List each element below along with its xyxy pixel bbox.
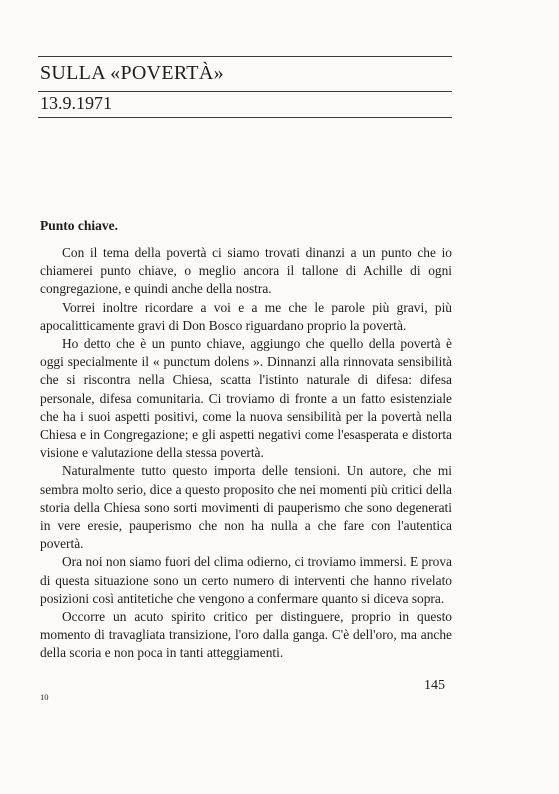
bottom-rule	[38, 117, 452, 118]
chapter-title: SULLA «POVERTÀ»	[40, 62, 224, 84]
paragraph: Vorrei inoltre ricordare a voi e a me che le parole più gravi, più apocalitticamente gravi di Don Bosco riguardano proprio la povertà.	[40, 299, 452, 333]
paragraph: Ho detto che è un punto chiave, aggiungo che quello della povertà è oggi specialmente il « punctum dolens ». Dinnanzi alla rinnovata sensibilità che si riscontra nella Chiesa, scatta l'istinto naturale di difesa: difesa personale, difesa comunitaria. Ci troviamo di fronte a un fatto esistenziale che ha i suoi aspetti positivi, come la nuova sensibilità per la povertà nella Chiesa e in Congregazione; e gli aspetti negativi come l'esasperata e distorta visione e valutazione della stessa povertà.	[40, 336, 452, 461]
signature-mark: 10	[40, 692, 49, 702]
body-text	[40, 244, 452, 663]
paragraph: Naturalmente tutto questo importa delle tensioni. Un autore, che mi sembra molto serio, dice a questo proposito che nei momenti più critici della storia della Chiesa sono sorti movimenti di pauperismo che sono degenerati in vere eresie, pauperismo che non ha nulla a che fare con l'autentica povertà.	[40, 463, 452, 552]
page-number: 145	[424, 678, 445, 693]
paragraph: Occorre un acuto spirito critico per distinguere, proprio in questo momento di travagliata transizione, l'oro dalla ganga. C'è dell'oro, ma anche della scoria e non poca in tanti atteggiamenti.	[40, 609, 452, 661]
middle-rule	[38, 91, 452, 92]
section-heading: Punto chiave.	[40, 218, 119, 233]
chapter-date: 13.9.1971	[40, 93, 112, 113]
top-rule	[38, 56, 452, 57]
paragraph: Ora noi non siamo fuori del clima odierno, ci troviamo immersi. E prova di questa situazione sono un certo numero di interventi che hanno rivelato posizioni così antitetiche che vengono a confermare quanto si diceva sopra.	[40, 554, 452, 606]
paragraph: Con il tema della povertà ci siamo trovati dinanzi a un punto che io chiamerei punto chiave, o meglio ancora il tallone di Achille di ogni congregazione, e quindi anche della nostra.	[40, 245, 452, 297]
